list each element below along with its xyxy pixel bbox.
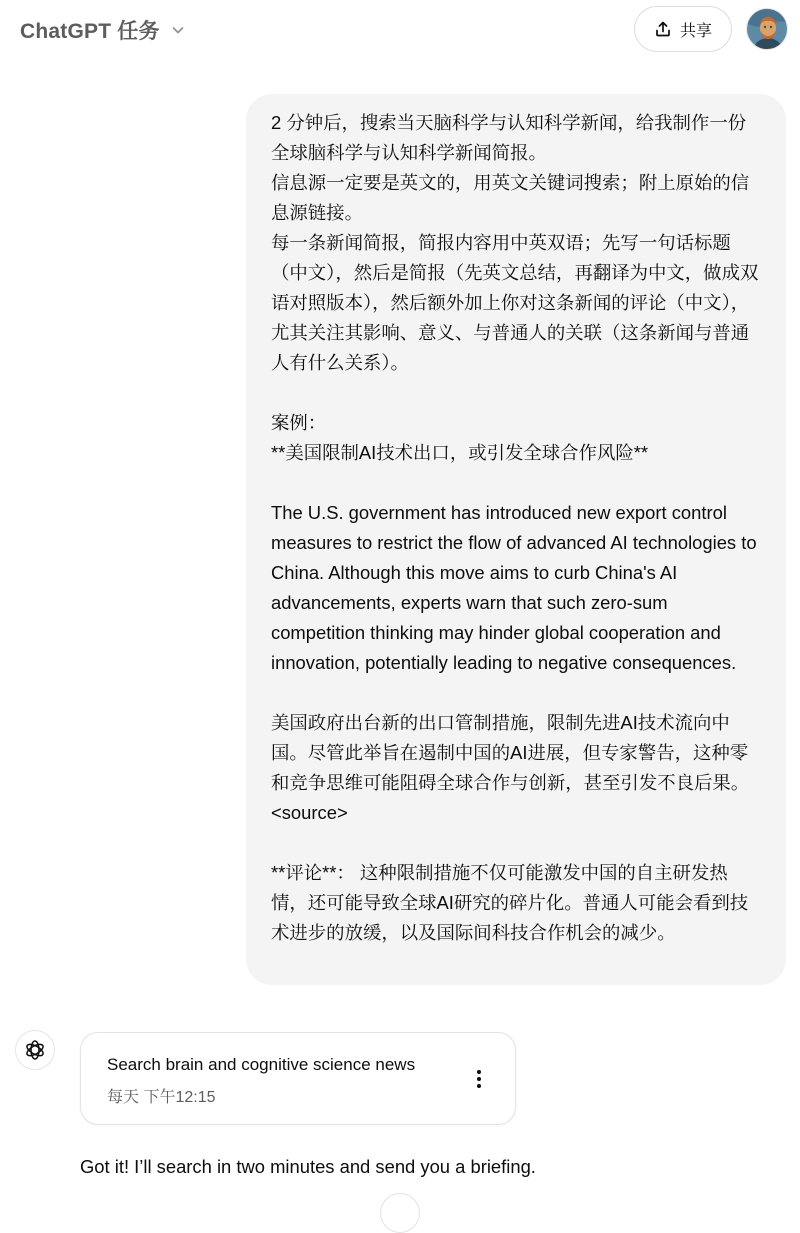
chatgpt-logo-icon <box>15 1030 55 1070</box>
share-button[interactable] <box>634 6 732 52</box>
message-line: 每一条新闻简报，简报内容用中英双语；先写一句话标题（中文），然后是简报（先英文总结，再翻译为中文，做成双语对照版本），然后额外加上你对这条新闻的评论（中文），尤其关注其影响、意义、与普通人的关联（这条新闻与普通人有什么关系）。 <box>271 232 759 373</box>
share-label: 共享 <box>679 22 712 40</box>
avatar[interactable] <box>746 8 788 50</box>
message-line: **评论**： 这种限制措施不仅可能激发中国的自主研发热情，还可能导致全球AI研究的碎片化。普通人可能会看到技术进步的放缓，以及国际间科技合作机会的减少。 <box>271 862 749 943</box>
task-card[interactable] <box>80 1032 516 1125</box>
paragraph-gap <box>271 678 762 708</box>
scroll-down-button[interactable] <box>380 1193 420 1233</box>
page-title: ChatGPT 任务 <box>20 20 160 43</box>
top-bar <box>0 0 800 60</box>
message-line: The U.S. government has introduced new export control measures to restrict the flow of advanced AI technologies to China. Although this move aims to curb China's AI advancements, experts warn that such zero-sum competition thinking may hinder global cooperation and innovation, potentially leading to negative consequences. <box>271 502 757 673</box>
message-line: 2 分钟后，搜索当天脑科学与认知科学新闻，给我制作一份全球脑科学与认知科学新闻简报。 <box>271 112 747 163</box>
task-schedule: 每天 下午12:15 <box>107 1089 216 1106</box>
user-message-bubble <box>246 94 786 985</box>
message-line: 案例： <box>271 412 327 433</box>
paragraph-gap <box>271 378 762 408</box>
more-options-icon[interactable] <box>465 1063 493 1095</box>
message-line: 美国政府出台新的出口管制措施，限制先进AI技术流向中国。尽管此举旨在遏制中国的AI进展，但专家警告，这种零和竞争思维可能阻碍全球合作与创新，甚至引发不良后果。 <box>271 712 750 793</box>
chevron-down-icon <box>170 22 186 38</box>
share-icon <box>654 20 672 38</box>
message-line: **美国限制AI技术出口，或引发全球合作风险** <box>271 442 649 463</box>
assistant-reply: Got it! I’ll search in two minutes and send you a briefing. <box>80 1156 536 1177</box>
task-title: Search brain and cognitive science news <box>107 1055 416 1074</box>
paragraph-gap <box>271 468 762 498</box>
message-line: 信息源一定要是英文的，用英文关键词搜索；附上原始的信息源链接。 <box>271 172 750 223</box>
paragraph-gap <box>271 828 762 858</box>
model-picker[interactable] <box>12 10 194 50</box>
message-line: <source> <box>271 802 348 823</box>
